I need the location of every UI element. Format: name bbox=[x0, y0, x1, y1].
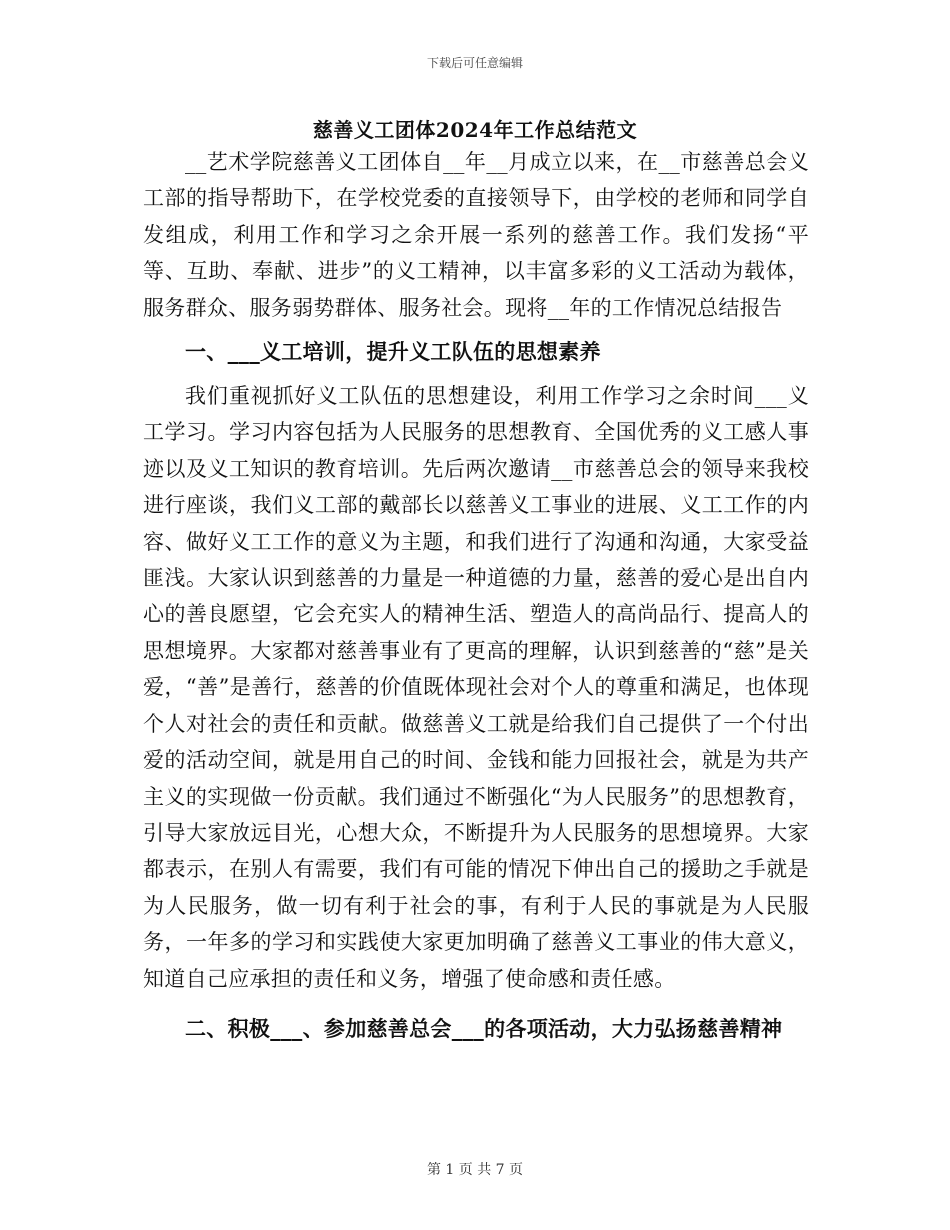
intro-paragraph: __艺术学院慈善义工团体自__年__月成立以来，在__市慈善总会义工部的指导帮助下，在学校党委的直接领导下，由学校的老师和同学自发组成，利用工作和学习之余开展一系列的慈善工作。我们发扬“平等、互助、奉献、进步”的义工精神，以丰富多彩的义工活动为载体，服务群众、服务弱势群体、服务社会。现将__年的工作情况总结报告 bbox=[143, 150, 809, 320]
section-2-heading: 二、积极___、参加慈善总会___的各项活动，大力弘扬慈善精神 bbox=[185, 1015, 783, 1041]
page-number: 第 1 页 共 7 页 bbox=[426, 1162, 524, 1178]
section-1-heading: 一、___义工培训，提升义工队伍的思想素养 bbox=[185, 339, 601, 365]
document-title: 慈善义工团体2024年工作总结范文 bbox=[312, 118, 638, 142]
document-body bbox=[143, 144, 809, 1055]
section-1-paragraph: 我们重视抓好义工队伍的思想建设，利用工作学习之余时间___义工学习。学习内容包括为人民服务的思想教育、全国优秀的义工感人事迹以及义工知识的教育培训。先后两次邀请__市慈善总会的领导来我校进行座谈，我们义工部的戴部长以慈善义工事业的进展、义工工作的内容、做好义工工作的意义为主题，和我们进行了沟通和沟通，大家受益匪浅。大家认识到慈善的力量是一种道德的力量，慈善的爱心是出自内心的善良愿望，它会充实人的精神生活、塑造人的高尚品行、提高人的思想境界。大家都对慈善事业有了更高的理解，认识到慈善的“慈”是关爱，“善”是善行，慈善的价值既体现社会对个人的尊重和满足，也体现个人对社会的责任和贡献。做慈善义工就是给我们自己提供了一个付出爱的活动空间，就是用自己的时间、金钱和能力回报社会，就是为共产主义的实现做一份贡献。我们通过不断强化“为人民服务”的思想教育，引导大家放远目光，心想大众，不断提升为人民服务的思想境界。大家都表示，在别人有需要，我们有可能的情况下伸出自己的援助之手就是为人民服务，做一切有利于社会的事，有利于人民的事就是为人民服务，一年多的学习和实践使大家更加明确了慈善义工事业的伟大意义，知道自己应承担的责任和义务，增强了使命感和责任感。 bbox=[143, 384, 809, 991]
page-header-note: 下载后可任意编辑 bbox=[426, 56, 523, 70]
